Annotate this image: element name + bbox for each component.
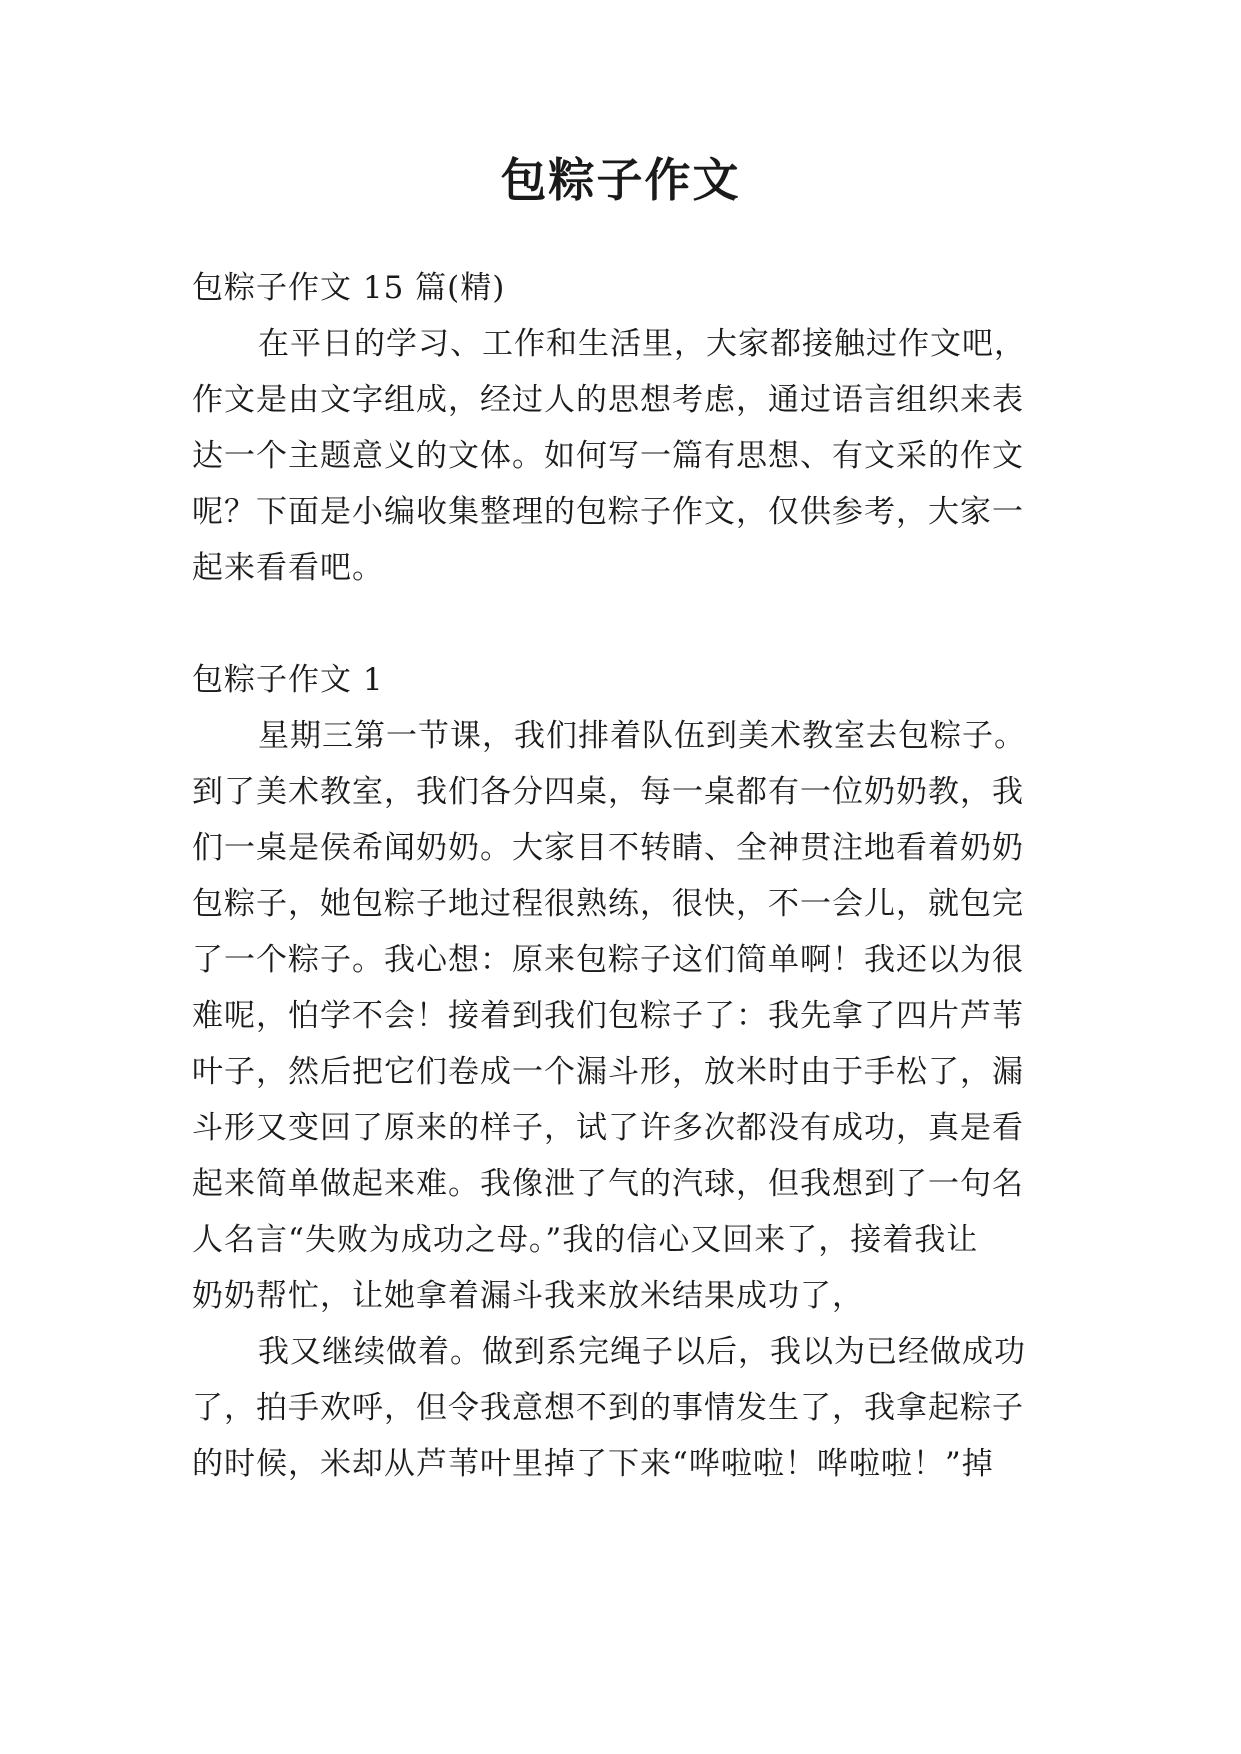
paragraph-line: 包粽子，她包粽子地过程很熟练，很快，不一会儿，就包完 (192, 886, 1024, 922)
blank-line (192, 596, 1057, 652)
document-title: 包粽子作文 (500, 153, 741, 207)
paragraph-line: 到了美术教室，我们各分四桌，每一桌都有一位奶奶教，我 (192, 774, 1024, 810)
section-heading: 包粽子作文 1 (192, 662, 384, 698)
paragraph-line: 了一个粽子。我心想：原来包粽子这们简单啊！我还以为很 (192, 942, 1024, 978)
paragraph-line: 难呢，怕学不会！接着到我们包粽子了：我先拿了四片芦苇 (192, 998, 1024, 1034)
paragraph-line: 起来简单做起来难。我像泄了气的汽球，但我想到了一句名 (192, 1166, 1024, 1202)
essay-paragraph-1 (192, 708, 1057, 1324)
paragraph-line: 人名言“失败为成功之母。”我的信心又回来了，接着我让 (192, 1222, 979, 1258)
paragraph-line: 的时候，米却从芦苇叶里掉了下来“哗啦啦！哗啦啦！”掉 (192, 1446, 994, 1482)
paragraph-line: 作文是由文字组成，经过人的思想考虑，通过语言组织来表 (192, 382, 1024, 418)
paragraph-line: 呢？下面是小编收集整理的包粽子作文，仅供参考，大家一 (192, 494, 1024, 530)
paragraph-line: 起来看看吧。 (192, 550, 384, 586)
paragraph-line: 奶奶帮忙，让她拿着漏斗我来放米结果成功了， (192, 1278, 864, 1314)
paragraph-line: 达一个主题意义的文体。如何写一篇有思想、有文采的作文 (192, 438, 1024, 474)
paragraph-line: 了，拍手欢呼，但令我意想不到的事情发生了，我拿起粽子 (192, 1390, 1024, 1426)
intro-paragraph (192, 316, 1057, 596)
paragraph-line: 星期三第一节课，我们排着队伍到美术教室去包粽子。 (258, 718, 1026, 754)
essay-paragraph-2 (192, 1324, 1057, 1492)
paragraph-line: 在平日的学习、工作和生活里，大家都接触过作文吧， (258, 326, 1026, 362)
paragraph-line: 叶子，然后把它们卷成一个漏斗形，放米时由于手松了，漏 (192, 1054, 1024, 1090)
document-subtitle: 包粽子作文 15 篇(精) (192, 270, 506, 306)
paragraph-line: 们一桌是侯希闻奶奶。大家目不转睛、全神贯注地看着奶奶 (192, 830, 1024, 866)
document-body (192, 260, 1057, 1492)
paragraph-line: 斗形又变回了原来的样子，试了许多次都没有成功，真是看 (192, 1110, 1024, 1146)
paragraph-line: 我又继续做着。做到系完绳子以后，我以为已经做成功 (258, 1334, 1026, 1370)
